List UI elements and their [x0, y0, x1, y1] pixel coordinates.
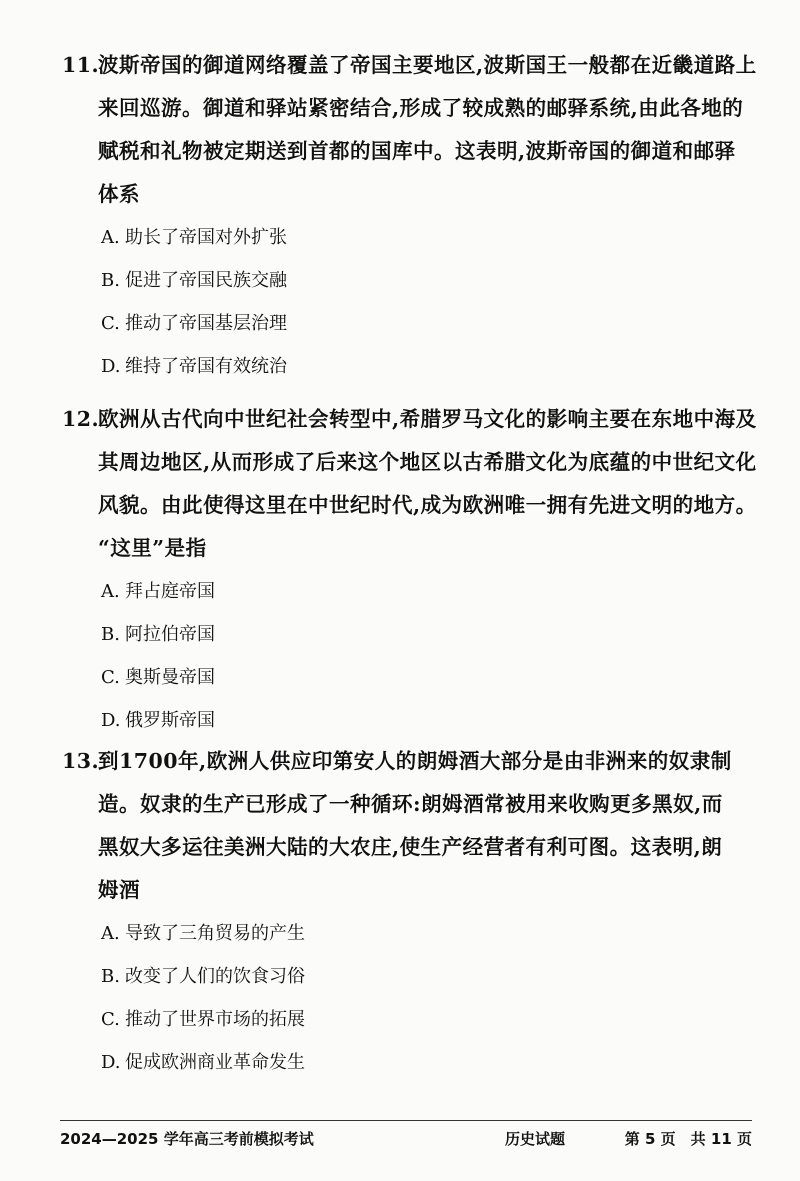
option-letter: B.	[101, 624, 120, 645]
option-text: 奥斯曼帝国	[125, 667, 215, 688]
option-text: 拜占庭帝国	[125, 581, 215, 602]
option-text: 俄罗斯帝国	[125, 710, 215, 731]
question-number: 13.	[62, 749, 100, 773]
question-stem-line: 波斯帝国的御道网络覆盖了帝国主要地区,波斯国王一般都在近畿道路上	[98, 53, 757, 77]
question-stem-line: 欧洲从古代向中世纪社会转型中,希腊罗马文化的影响主要在东地中海及	[98, 407, 757, 431]
question-13	[62, 740, 754, 1084]
page-footer	[60, 1128, 752, 1152]
question-stem-line: “这里”是指	[98, 536, 207, 560]
option-text: 维持了帝国有效统治	[125, 356, 287, 377]
option-a[interactable]	[62, 912, 754, 955]
option-text: 导致了三角贸易的产生	[125, 923, 305, 944]
question-stem-line: 赋税和礼物被定期送到首都的国库中。这表明,波斯帝国的御道和邮驿	[98, 139, 736, 163]
option-text: 推动了帝国基层治理	[125, 313, 287, 334]
option-letter: C.	[101, 667, 120, 688]
option-list	[62, 216, 754, 388]
option-letter: B.	[101, 270, 120, 291]
question-stem-line: 风貌。由此使得这里在中世纪时代,成为欧洲唯一拥有先进文明的地方。	[98, 493, 757, 517]
option-c[interactable]	[62, 302, 754, 345]
option-list	[62, 570, 754, 742]
option-d[interactable]	[62, 345, 754, 388]
question-stem-line: 其周边地区,从而形成了后来这个地区以古希腊文化为底蕴的中世纪文化	[98, 450, 757, 474]
option-letter: D.	[101, 1052, 121, 1073]
option-a[interactable]	[62, 216, 754, 259]
option-letter: D.	[101, 710, 121, 731]
question-11	[62, 44, 757, 388]
option-text: 阿拉伯帝国	[125, 624, 215, 645]
option-letter: A.	[101, 581, 120, 602]
question-stem-line: 体系	[98, 182, 140, 206]
question-number: 11.	[62, 53, 100, 77]
option-letter: D.	[101, 356, 121, 377]
option-text: 推动了世界市场的拓展	[125, 1009, 305, 1030]
footer-divider	[60, 1120, 752, 1121]
option-text: 改变了人们的饮食习俗	[125, 966, 305, 987]
option-a[interactable]	[62, 570, 754, 613]
option-letter: C.	[101, 313, 120, 334]
option-letter: A.	[101, 923, 120, 944]
question-stem-line: 黑奴大多运往美洲大陆的大农庄,使生产经营者有利可图。这表明,朗	[98, 835, 723, 859]
option-list	[62, 912, 754, 1084]
option-b[interactable]	[62, 955, 754, 998]
option-letter: A.	[101, 227, 120, 248]
option-text: 助长了帝国对外扩张	[125, 227, 287, 248]
subject-title: 历史试题	[505, 1130, 566, 1148]
option-c[interactable]	[62, 998, 754, 1041]
option-text: 促成欧洲商业革命发生	[125, 1052, 305, 1073]
option-letter: B.	[101, 966, 120, 987]
option-b[interactable]	[62, 259, 754, 302]
question-stem-line: 造。奴隶的生产已形成了一种循环:朗姆酒常被用来收购更多黑奴,而	[98, 792, 723, 816]
question-stem-line: 来回巡游。御道和驿站紧密结合,形成了较成熟的邮驿系统,由此各地的	[98, 96, 744, 120]
option-text: 促进了帝国民族交融	[125, 270, 287, 291]
page-number: 第 5 页 共 11 页	[624, 1130, 752, 1148]
question-12	[62, 398, 757, 742]
option-d[interactable]	[62, 1041, 754, 1084]
option-b[interactable]	[62, 613, 754, 656]
exam-title: 2024—2025 学年高三考前模拟考试	[60, 1130, 314, 1148]
option-letter: C.	[101, 1009, 120, 1030]
option-c[interactable]	[62, 656, 754, 699]
question-number: 12.	[62, 407, 100, 431]
option-d[interactable]	[62, 699, 754, 742]
question-stem-line: 到1700年,欧洲人供应印第安人的朗姆酒大部分是由非洲来的奴隶制	[98, 749, 732, 773]
question-stem-line: 姆酒	[98, 878, 140, 902]
